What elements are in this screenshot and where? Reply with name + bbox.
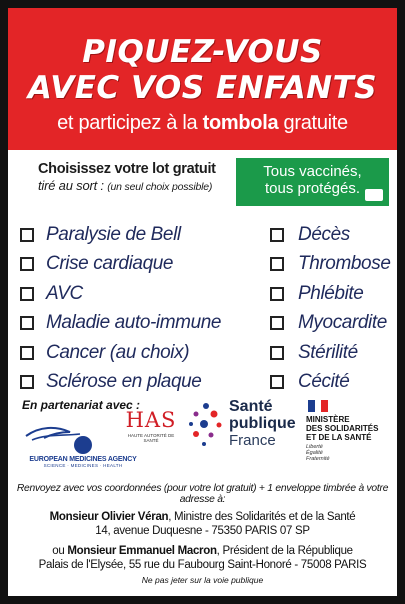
recipient-1-name: Monsieur Olivier Véran — [49, 511, 169, 523]
ministere-logo — [306, 400, 394, 462]
recipient-2-name: Monsieur Emmanuel Macron — [67, 545, 217, 557]
motto-liberte: Liberté — [306, 444, 323, 450]
sp-line-1: Santé — [229, 398, 273, 415]
list-item — [20, 220, 260, 250]
headline-subtitle — [8, 112, 397, 135]
lot-label: Maladie auto-immune — [46, 312, 222, 334]
header-banner — [8, 8, 397, 150]
sante-publique-text — [229, 398, 296, 449]
badge-line-1: Tous vaccinés, — [263, 163, 362, 180]
lot-label: Paralysie de Bell — [46, 223, 181, 245]
list-item — [20, 309, 260, 339]
subtitle-part-1: et participez à la — [57, 112, 203, 134]
choose-subtitle — [38, 178, 238, 193]
lot-label: Myocardite — [298, 312, 387, 334]
lot-label: Sclérose en plaque — [46, 371, 202, 393]
checkbox-icon[interactable] — [270, 228, 284, 242]
checkbox-icon[interactable] — [270, 257, 284, 271]
headline-line-2: AVEC VOS ENFANTS — [27, 70, 378, 106]
ema-tagline: SCIENCE · MEDICINES · HEALTH — [43, 463, 123, 468]
partners-title: En partenariat avec : — [22, 398, 141, 412]
french-flag-icon — [308, 400, 328, 412]
lot-label: AVC — [46, 282, 83, 304]
footer-intro: Renvoyez avec vos coordonnées (pour votre lot gratuit) + 1 enveloppe timbrée à votre adresse à: — [16, 483, 389, 505]
has-subtitle: HAUTE AUTORITÉ DE SANTÉ — [127, 433, 175, 443]
eu-stars-icon — [74, 436, 92, 454]
dots-icon — [186, 400, 226, 450]
choose-title: Choisissez votre lot gratuit — [38, 161, 216, 177]
checkbox-icon[interactable] — [270, 316, 284, 330]
badge-line-2: tous protégés. — [264, 180, 361, 197]
poster — [8, 8, 397, 596]
list-item — [270, 250, 395, 280]
lots-list-right — [270, 220, 395, 397]
list-item — [20, 250, 260, 280]
recipient-1-role: , Ministre des Solidarités et de la Santé — [168, 511, 356, 523]
lot-label: Thrombose — [298, 253, 391, 275]
motto-egalite: Égalité — [306, 450, 323, 456]
ministere-line-3: ET DE LA SANTÉ — [306, 433, 372, 442]
sante-publique-logo — [184, 396, 304, 458]
subtitle-part-2: gratuite — [278, 112, 348, 134]
ministere-line-2: DES SOLIDARITÉS — [306, 424, 379, 433]
ministere-line-1: MINISTÈRE — [306, 415, 350, 424]
checkbox-icon[interactable] — [20, 375, 34, 389]
list-item — [270, 309, 395, 339]
checkbox-icon[interactable] — [20, 316, 34, 330]
list-item — [20, 279, 260, 309]
choose-subtitle-main: tiré au sort : — [38, 178, 108, 193]
subtitle-bold: tombola — [202, 112, 279, 134]
lots-list-left — [20, 220, 260, 397]
list-item — [20, 338, 260, 368]
has-logo — [120, 408, 182, 443]
address-1: 14, avenue Duquesne - 75350 PARIS 07 SP — [95, 525, 310, 537]
lot-label: Décès — [298, 223, 350, 245]
sp-line-2: publique — [229, 415, 296, 432]
lot-label: Stérilité — [298, 341, 358, 363]
headline-line-1: PIQUEZ-VOUS — [82, 34, 323, 70]
recipient-1 — [8, 510, 397, 524]
footer-note: Ne pas jeter sur la voie publique — [141, 575, 264, 585]
list-item — [270, 220, 395, 250]
list-item — [270, 338, 395, 368]
ema-name: EUROPEAN MEDICINES AGENCY — [29, 456, 137, 463]
lot-label: Cancer (au choix) — [46, 341, 190, 363]
check-logo-icon — [365, 189, 383, 201]
checkbox-icon[interactable] — [20, 287, 34, 301]
list-item — [270, 368, 395, 398]
motto-fraternite: Fraternité — [306, 456, 330, 462]
footer-address — [8, 483, 397, 585]
list-item — [270, 279, 395, 309]
choose-subtitle-small: (un seul choix possible) — [107, 181, 213, 193]
checkbox-icon[interactable] — [270, 287, 284, 301]
checkbox-icon[interactable] — [20, 257, 34, 271]
list-item — [20, 368, 260, 398]
vaccine-badge — [236, 158, 389, 206]
has-name: HAS — [125, 408, 177, 432]
checkbox-icon[interactable] — [20, 346, 34, 360]
lot-label: Crise cardiaque — [46, 253, 174, 275]
address-2: Palais de l'Elysée, 55 rue du Faubourg Saint-Honoré - 75008 PARIS — [38, 559, 367, 571]
checkbox-icon[interactable] — [270, 375, 284, 389]
recipient-2 — [8, 544, 397, 558]
checkbox-icon[interactable] — [20, 228, 34, 242]
or-prefix: ou — [52, 545, 68, 557]
choose-section — [38, 161, 238, 193]
sp-line-3: France — [229, 432, 276, 449]
lot-label: Phlébite — [298, 282, 364, 304]
checkbox-icon[interactable] — [270, 346, 284, 360]
lot-label: Cécité — [298, 371, 350, 393]
recipient-2-role: , Président de la République — [216, 545, 353, 557]
